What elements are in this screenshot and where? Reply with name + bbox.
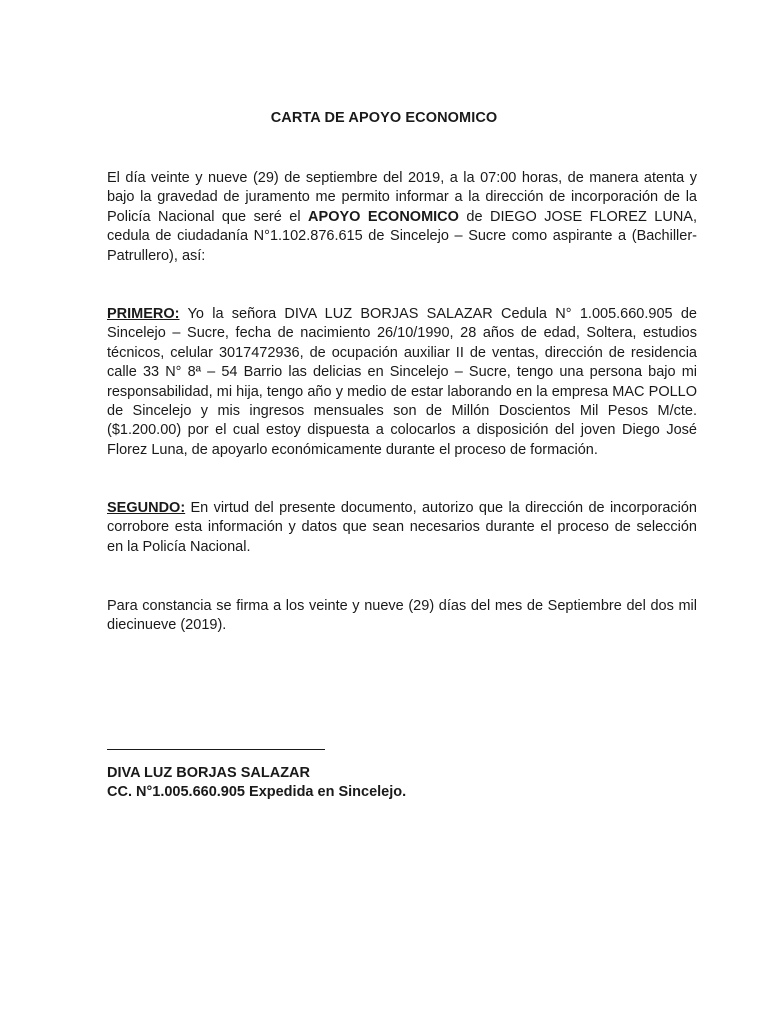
intro-bold-text: APOYO ECONOMICO — [308, 208, 459, 225]
intro-text-start: El día veinte y nueve (29) de septiembre del 2019, a la 07:00 horas, de manera atenta y bajo la gravedad de juramento me permito informar a la dirección de incorporación de la Policía Nacional que seré el — [107, 170, 697, 225]
signature-id: CC. N°1.005.660.905 Expedida en Sincelejo. — [107, 784, 407, 800]
primero-text: Yo la señora DIVA LUZ BORJAS SALAZAR Cedula N° 1.005.660.905 de Sincelejo – Sucre, fecha de nacimiento 26/10/1990, 28 años de edad, Soltera, estudios técnicos, celular 3017472936, de ocupación auxiliar II de ventas, dirección de residencia calle 33 N° 8ª – 54 Barrio las delicias en Sincelejo – Sucre, tengo una persona bajo mi responsabilidad, mi hija, tengo año y medio de estar laborando en la empresa MAC POLLO de Sincelejo y mis ingresos mensuales son de Millón Doscientos Mil Pesos M/cte. ($1.200.00) por el cual estoy dispuesta a colocarlos a disposición del joven Diego José Florez Luna, de apoyarlo económicamente durante el proceso de formación. — [107, 306, 697, 458]
signature-line — [107, 749, 325, 750]
signature-name: DIVA LUZ BORJAS SALAZAR — [107, 765, 310, 781]
segundo-paragraph — [107, 499, 697, 557]
document-title: CARTA DE APOYO ECONOMICO — [270, 110, 498, 126]
primero-lead: PRIMERO: — [107, 306, 180, 322]
segundo-lead: SEGUNDO: — [107, 500, 186, 516]
closing-paragraph: Para constancia se firma a los veinte y nueve (29) días del mes de Septiembre del dos mil diecinueve (2019). — [107, 598, 697, 634]
segundo-text: En virtud del presente documento, autorizo que la dirección de incorporación corrobore esta información y datos que sean necesarios durante el proceso de selección en la Policía Nacional. — [107, 500, 697, 555]
primero-paragraph — [107, 305, 697, 460]
intro-text-end: de DIEGO JOSE FLOREZ LUNA, cedula de ciudadanía N°1.102.876.615 de Sincelejo – Sucre como aspirante a (Bachiller-Patrullero), así: — [107, 208, 697, 264]
intro-paragraph — [107, 169, 697, 266]
